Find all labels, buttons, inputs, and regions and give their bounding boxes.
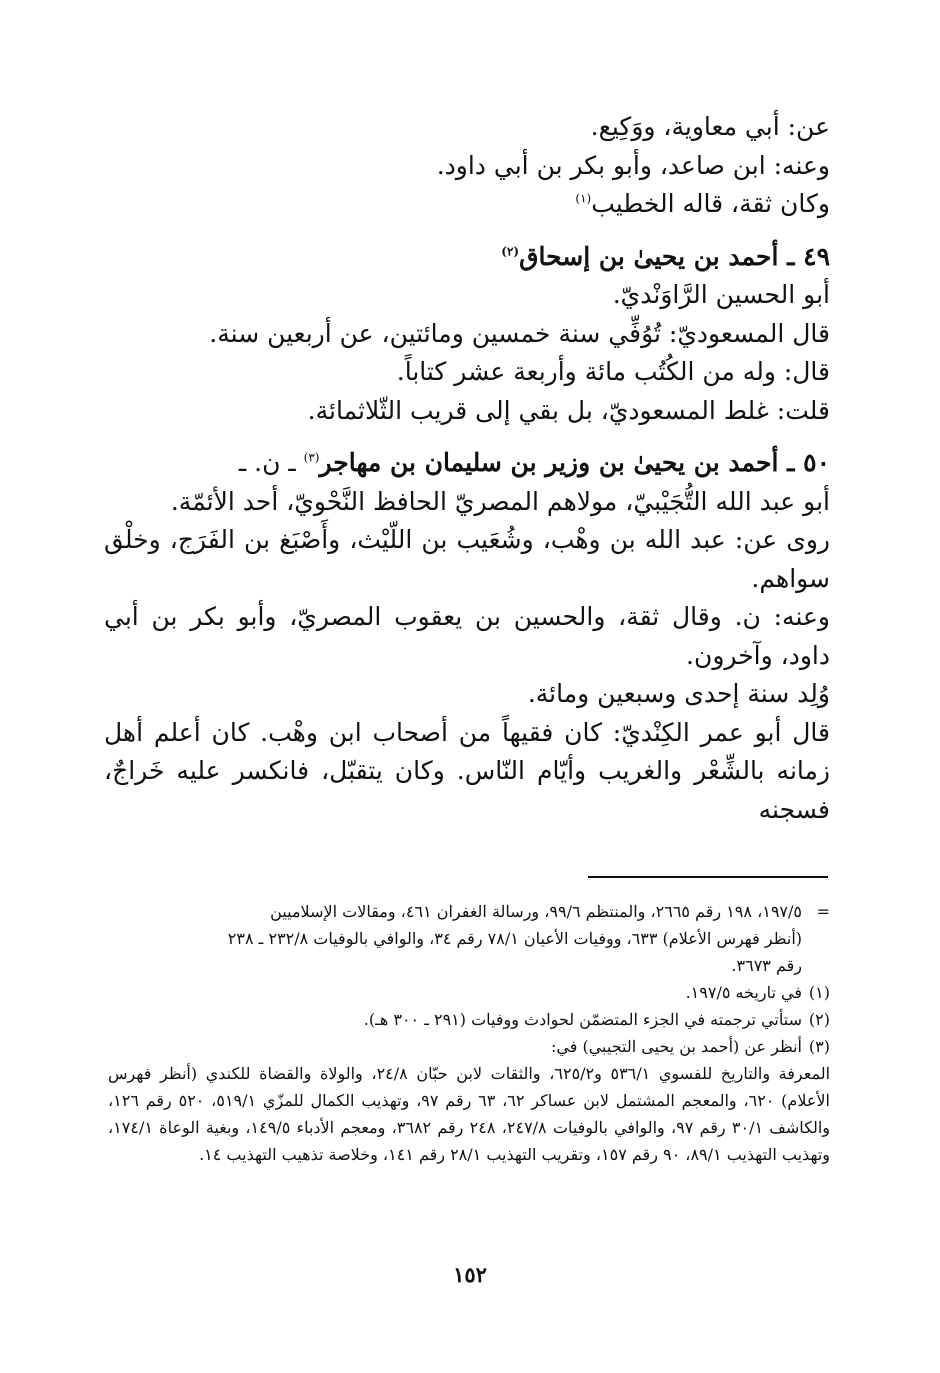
footnote-3-body: المعرفة والتاريخ للفسوي ٥٣٦/١ و٦٢٥/٢، والثقات لابن حبّان ٢٤/٨، والولاة والقضاة للكندي (أنظر فهرس الأعلام) ٦٢٠، والمعجم المشتمل لابن عساكر ٦٢، ٦٣ رقم ٩٧، وتهذيب الكمال للمزّي ٥١٩/١، ٥٢٠ رقم ١٢٦، والكاشف ٣٠/١ رقم ٩٧، والوافي بالوفيات ٢٤٧/٨، ٢٤٨ رقم ٣٦٨٢، ومعجم الأدباء ١٤٩/٥، وبغية الوعاة ١٧٤/١، وتهذيب التهذيب ٨٩/١، ٩٠ رقم ١٥٧، وتقريب التهذيب ٢٨/١ رقم ١٤١، وخلاصة تذهيب التهذيب ١٤.: [108, 1064, 831, 1164]
entry50-heading-tail: ـ ن. ـ: [238, 448, 304, 477]
entry50-students: وعنه: ن. وقال ثقة، والحسين بن يعقوب المصريّ، وأبو بكر بن أبي داود، وآخرون.: [104, 602, 830, 670]
footnote-ref-3: (٣): [303, 450, 320, 465]
footnote-ref-1: (١): [575, 191, 592, 206]
main-text: [104, 108, 830, 829]
entry49-comment: قلت: غلط المسعوديّ، بل بقي إلى قريب الثّلاثمائة.: [307, 395, 830, 425]
entry50-kunya: أبو عبد الله التُّجَيْبيّ، مولاهم المصريّ الحافظ النَّحْويّ، أحد الأئمّة.: [170, 486, 830, 516]
section-gap: [104, 224, 830, 238]
entry49-death: قال المسعوديّ: تُوُفِّي سنة خمسين ومائتين، عن أربعين سنة.: [209, 318, 830, 348]
entry49-kunya: أبو الحسين الرَّاوَنْديّ.: [612, 280, 830, 309]
entry48-students: وعنه: ابن صاعد، وأبو بكر بن أبي داود.: [436, 150, 830, 180]
entry48-from: عن: أبي معاوية، ووَكِيع.: [590, 112, 830, 141]
entry50-heading: [104, 444, 830, 483]
footnote-2-text: ستأتي ترجمته في الجزء المتضمّن لحوادث ووفيات (٢٩١ ـ ٣٠٠ هـ).: [363, 1010, 802, 1029]
footnote-ref-2: (٢): [501, 244, 520, 259]
entry50-narrated: روى عن: عبد الله بن وهْب، وشُعَيب بن اللّيْث، وأَصْبَغ بن الفَرَج، وخلْق سواهم.: [104, 525, 830, 593]
footnote-divider: [588, 876, 828, 878]
entry48-reliability: [104, 185, 830, 224]
entry50-birth: وُلِد سنة إحدى وسبعين ومائة.: [527, 679, 830, 708]
entry49-heading: [104, 238, 830, 277]
footnote-continued-line-2: (أنظر فهرس الأعلام) ٦٣٣، ووفيات الأعيان ٧٨/١ رقم ٣٤، والوافي بالوفيات ٢٣٢/٨ ـ ٢٣٨: [227, 929, 802, 948]
footnote-continued-line-1: [108, 898, 830, 925]
footnote-continued-line-3: رقم ٣٦٧٣.: [731, 956, 802, 975]
footnote-1-number: (١): [808, 983, 830, 1002]
footnote-continued-text-1: ١٩٧/٥، ١٩٨ رقم ٢٦٦٥، والمنتظم ٩٩/٦، ورسالة الغفران ٤٦١، ومقالات الإسلاميين: [270, 902, 802, 921]
footnotes: [108, 898, 830, 1168]
entry49-heading-text: ٤٩ ـ أحمد بن يحيىٰ بن إسحاق: [519, 241, 830, 271]
section-gap: [104, 430, 830, 444]
footnote-2: [108, 1006, 830, 1033]
footnote-1-text: في تاريخه ١٩٧/٥.: [685, 983, 802, 1002]
footnote-continued-mark: =: [816, 902, 830, 921]
footnote-3-number: (٣): [808, 1037, 830, 1056]
entry48-reliability-text: وكان ثقة، قاله الخطيب: [591, 189, 830, 218]
footnote-1: [108, 979, 830, 1006]
entry49-books: قال: وله من الكُتُب مائة وأربعة عشر كتاباً.: [396, 357, 830, 386]
footnote-3-intro: أنظر عن (أحمد بن يحيى التجيبي) في:: [551, 1037, 802, 1056]
footnote-2-number: (٢): [808, 1010, 830, 1029]
entry50-kindi: قال أبو عمر الكِنْديّ: كان فقيهاً من أصحاب ابن وهْب. كان أعلم أهل زمانه بالشِّعْر والغريب وأيّام النّاس. وكان يتقبّل، فانكسر عليه خَراجٌ، فسجنه: [104, 717, 830, 824]
entry50-heading-text: ٥٠ ـ أحمد بن يحيىٰ بن وزير بن سليمان بن مهاجر: [319, 448, 830, 477]
page-number: ١٥٢: [453, 1262, 487, 1287]
footnote-3: [108, 1033, 830, 1060]
